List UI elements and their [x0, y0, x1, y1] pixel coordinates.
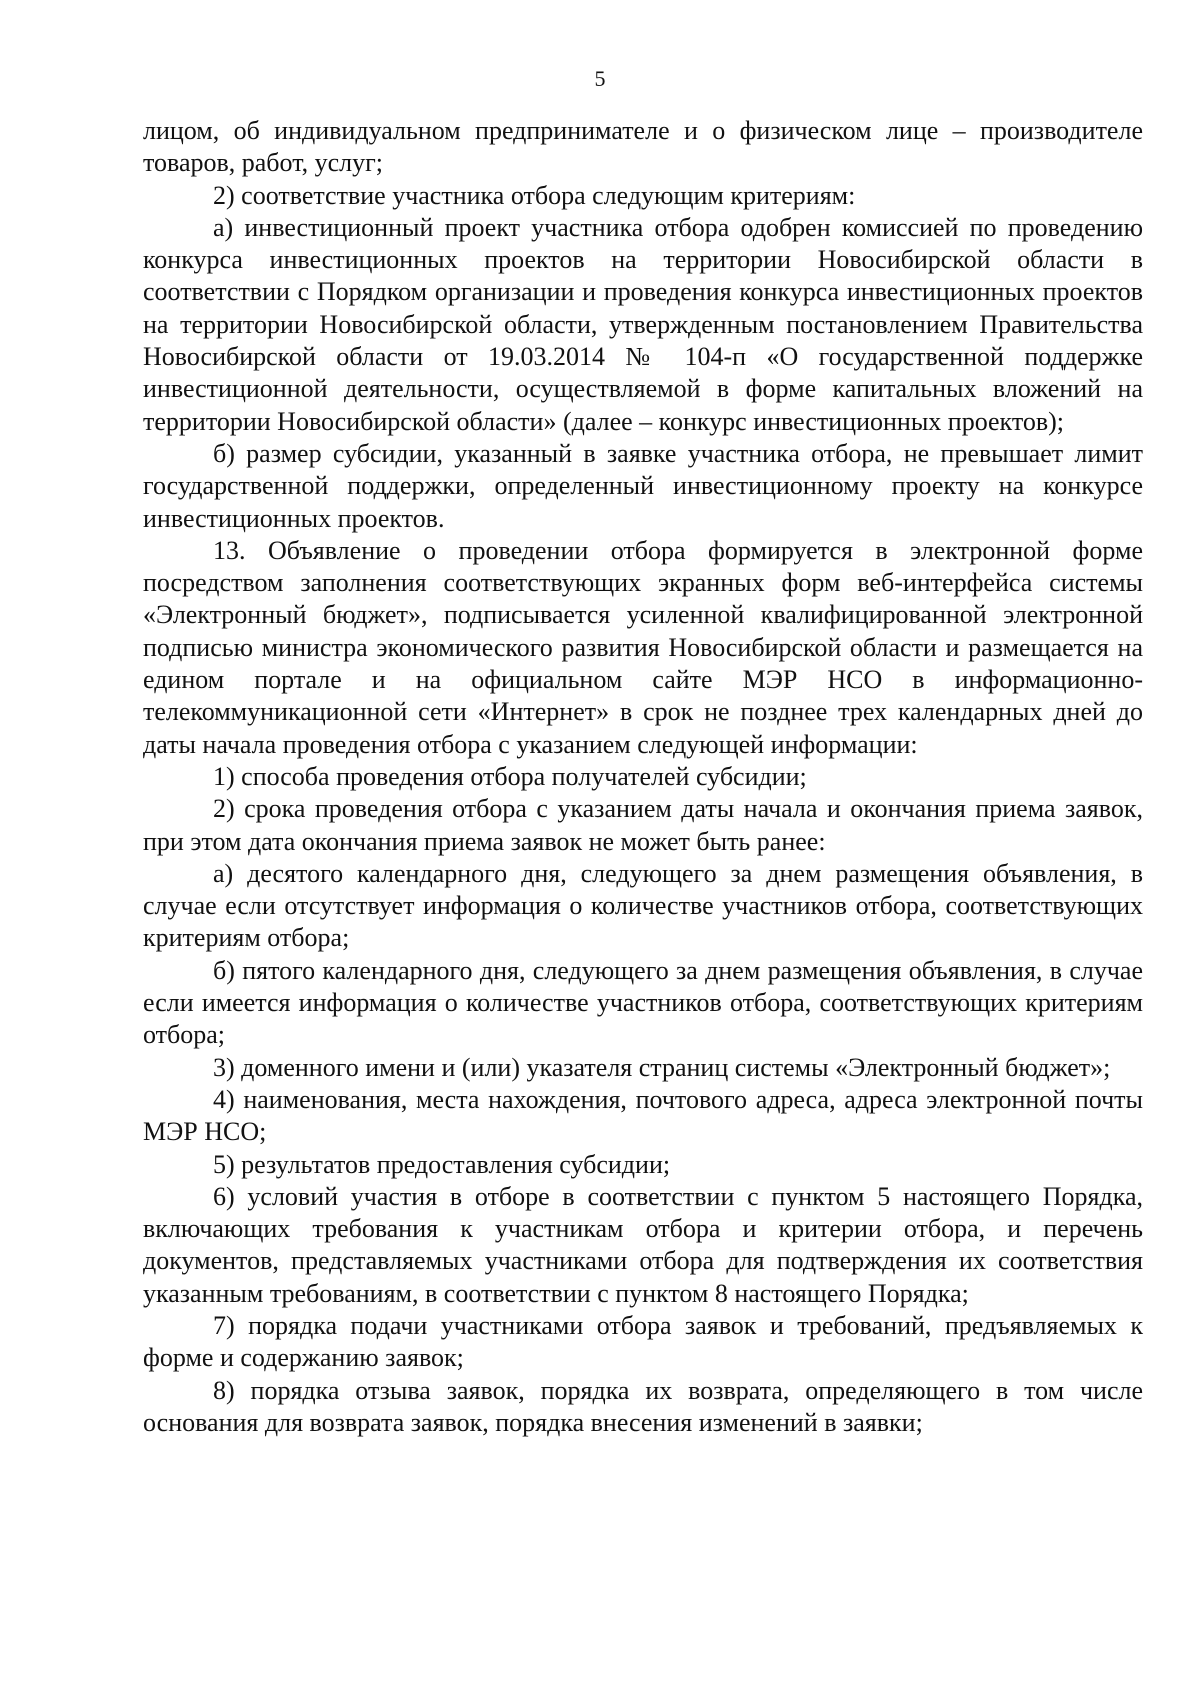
- paragraph-continuation: лицом, об индивидуальном предпринимателе и о физическом лице – производителе товаров, работ, услуг;: [143, 116, 1143, 178]
- paragraph-item-2-deadline: 2) срока проведения отбора с указанием даты начала и окончания приема заявок, при этом дата окончания приема заявок не может быть ранее:: [143, 794, 1143, 856]
- paragraph-section-13: 13. Объявление о проведении отбора формируется в электронной форме посредством заполнения соответствующих экранных форм веб-интерфейса системы «Электронный бюджет», подписывается усиленной квалифицированной электронной подписью министра экономического развития Новосибирской области и размещается на едином портале и на официальном сайте МЭР НСО в информационно-телекоммуникационной сети «Интернет» в срок не позднее трех календарных дней до даты начала проведения отбора с указанием следующей информации:: [143, 535, 1143, 759]
- paragraph-subitem-a: а) инвестиционный проект участника отбора одобрен комиссией по проведению конкурса инвестиционных проектов на территории Новосибирской области в соответствии с Порядком организации и проведения конкурса инвестиционных проектов на территории Новосибирской области, утвержденным постановлением Правительства Новосибирской области от 19.03.2014 № 104-п «О государственной поддержке инвестиционной деятельности, осуществляемой в форме капитальных вложений на территории Новосибирской области» (далее – конкурс инвестиционных проектов);: [143, 212, 1143, 436]
- document-body: [143, 115, 1143, 1439]
- paragraph-item-6: 6) условий участия в отборе в соответствии с пунктом 5 настоящего Порядка, включающих требования к участникам отбора и критерии отбора, и перечень документов, представляемых участниками отбора для подтверждения их соответствия указанным требованиям, в соответствии с пунктом 8 настоящего Порядка;: [143, 1181, 1143, 1308]
- page-number: 5: [594, 66, 606, 91]
- paragraph-item-8: 8) порядка отзыва заявок, порядка их возврата, определяющего в том числе основания для возврата заявок, порядка внесения изменений в заявки;: [143, 1375, 1143, 1437]
- paragraph-item-5: 5) результатов предоставления субсидии;: [213, 1149, 671, 1179]
- paragraph-item-3: 3) доменного имени и (или) указателя страниц системы «Электронный бюджет»;: [213, 1052, 1111, 1082]
- paragraph-item-4: 4) наименования, места нахождения, почтового адреса, адреса электронной почты МЭР НСО;: [143, 1084, 1143, 1147]
- paragraph-subitem-a-tenth-day: а) десятого календарного дня, следующего за днем размещения объявления, в случае если отсутствует информация о количестве участников отбора, соответствующих критериям отбора;: [143, 858, 1143, 953]
- paragraph-subitem-b-fifth-day: б) пятого календарного дня, следующего за днем размещения объявления, в случае если имеется информация о количестве участников отбора, соответствующих критериям отбора;: [143, 955, 1143, 1050]
- paragraph-item-2: 2) соответствие участника отбора следующим критериям:: [213, 180, 856, 210]
- paragraph-item-1: 1) способа проведения отбора получателей субсидии;: [213, 761, 807, 791]
- paragraph-item-7: 7) порядка подачи участниками отбора заявок и требований, предъявляемых к форме и содержанию заявок;: [143, 1310, 1143, 1373]
- paragraph-subitem-b: б) размер субсидии, указанный в заявке участника отбора, не превышает лимит государственной поддержки, определенный инвестиционному проекту на конкурсе инвестиционных проектов.: [143, 438, 1143, 533]
